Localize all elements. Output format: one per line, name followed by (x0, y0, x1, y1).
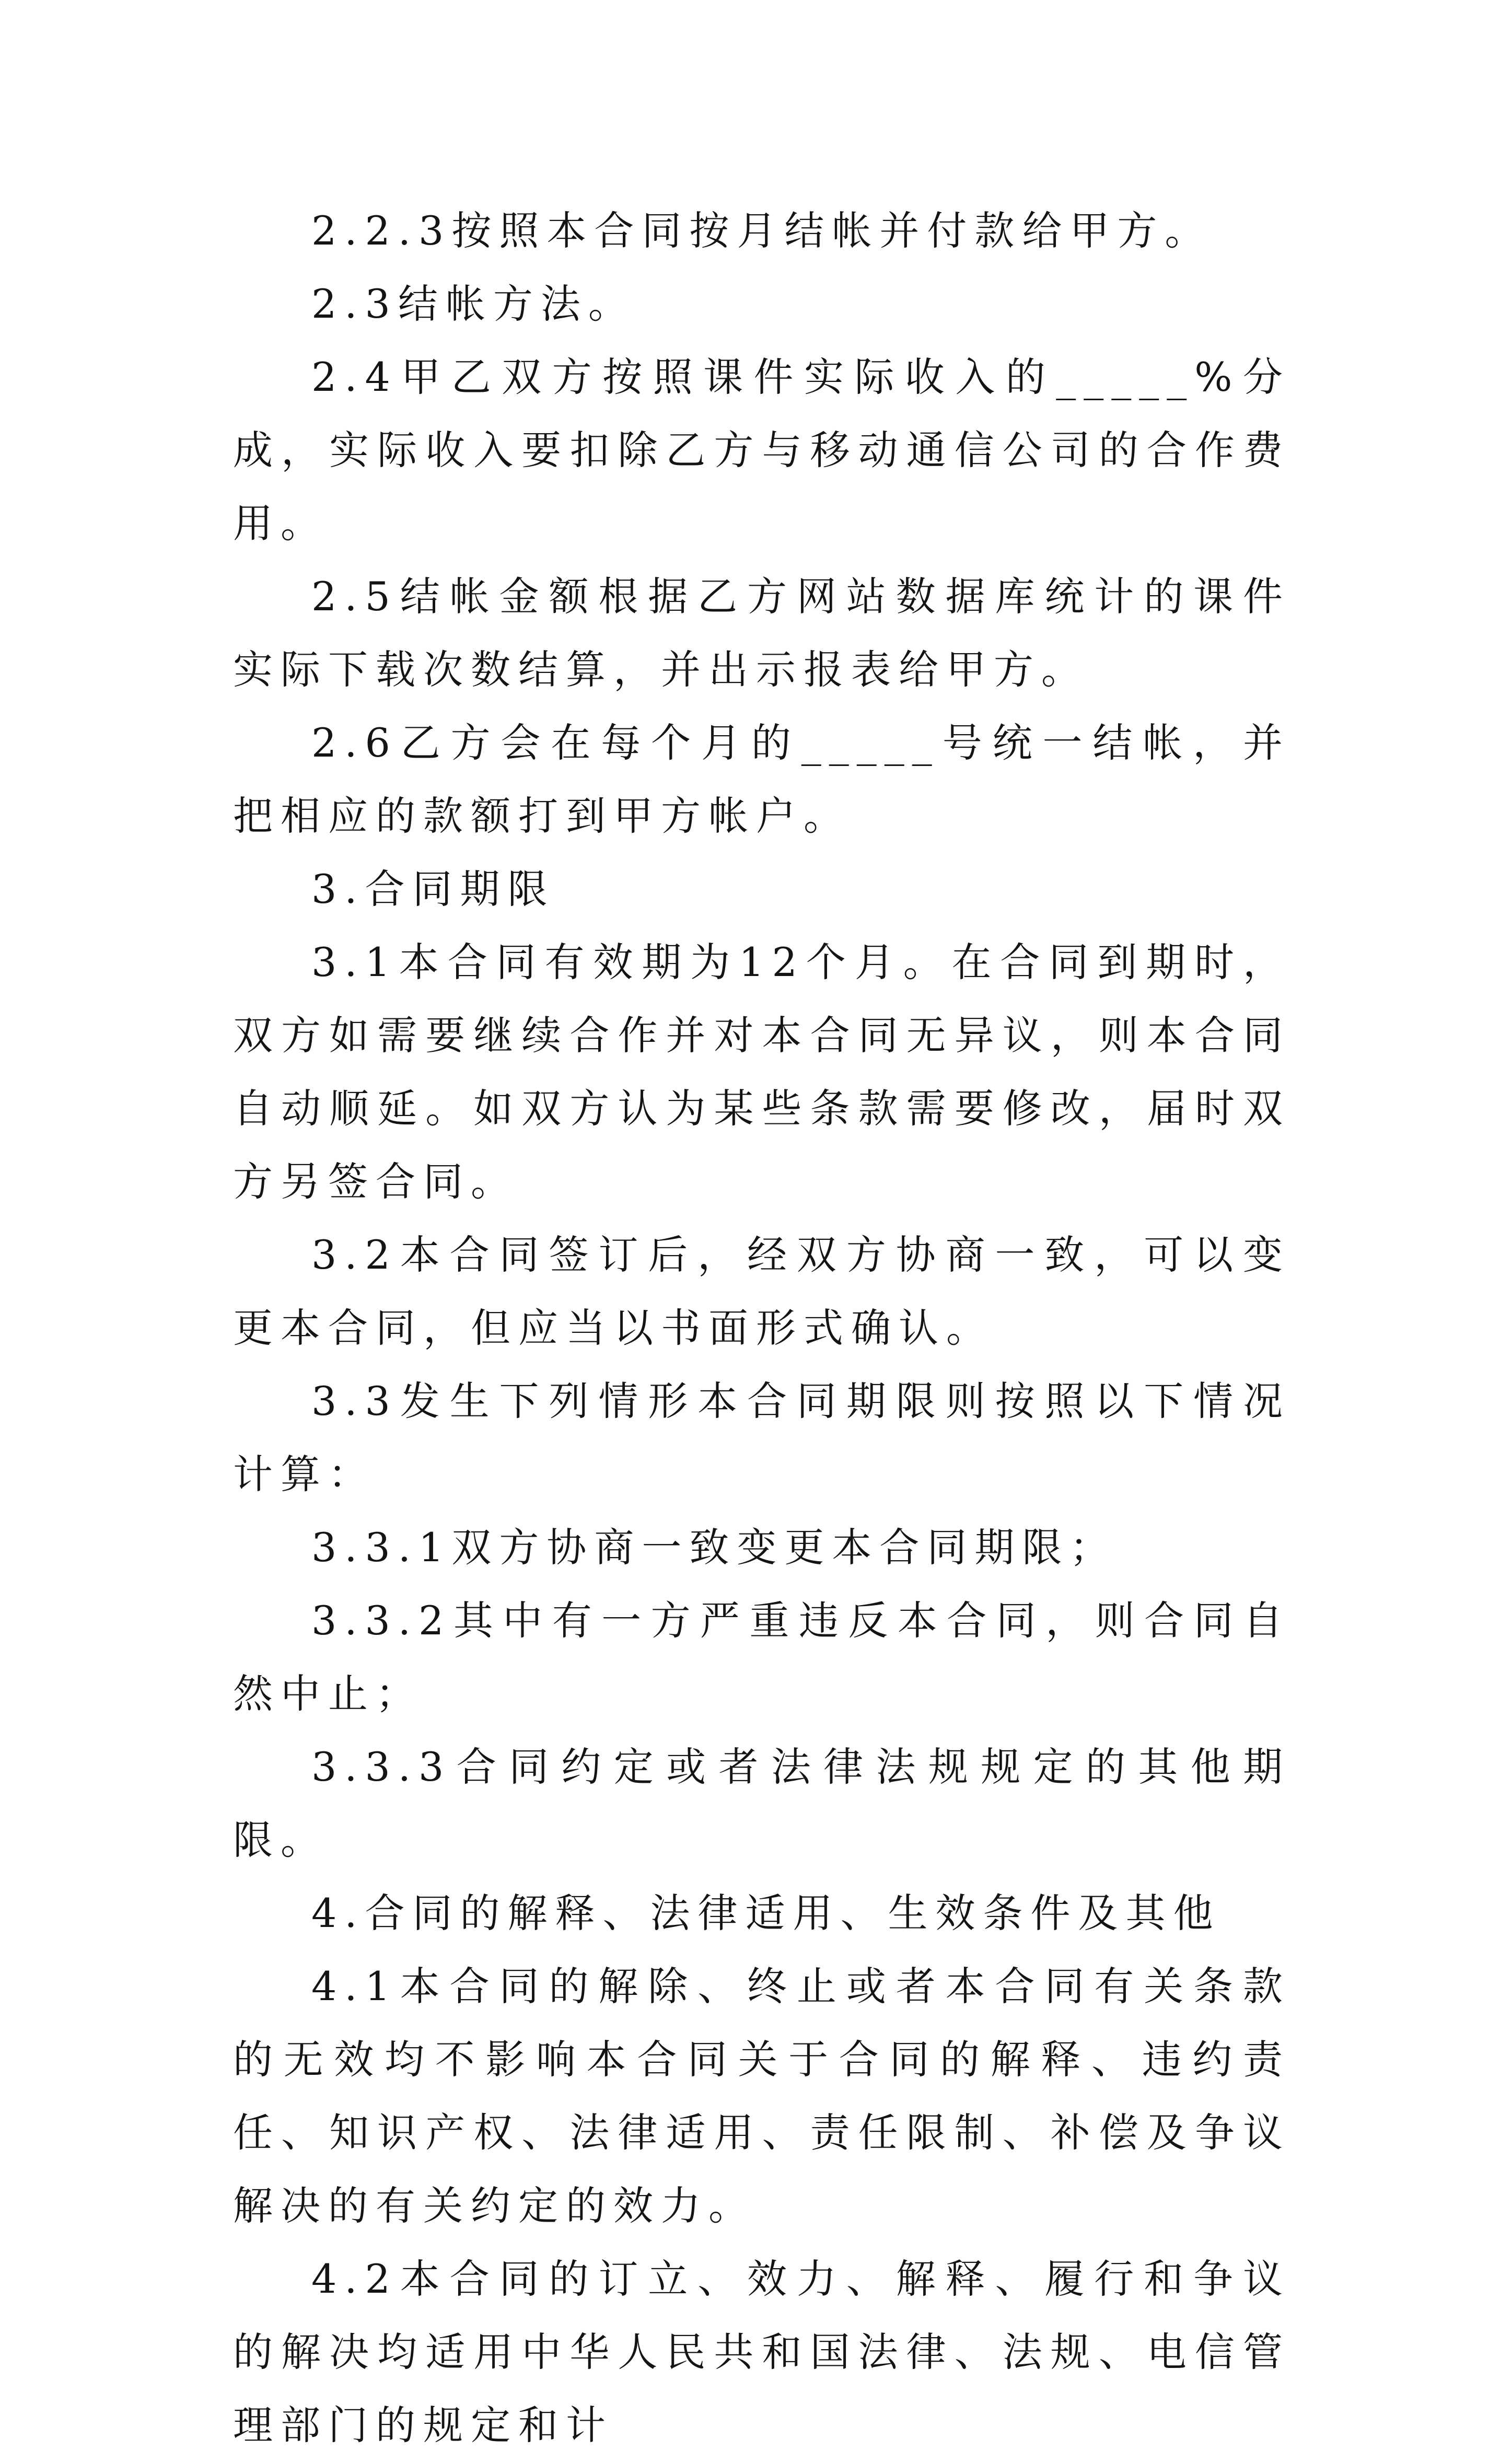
clause-3-3-2: 3.3.2其中有一方严重违反本合同，则合同自然中止； (233, 1597, 1290, 1717)
section-3-heading: 3.合同期限 (311, 866, 555, 912)
clause-3-3: 3.3发生下列情形本合同期限则按照以下情况计算： (233, 1378, 1290, 1497)
section-4-heading: 4.合同的解释、法律适用、生效条件及其他 (311, 1890, 1221, 1936)
clause-2-5: 2.5结帐金额根据乙方网站数据库统计的课件实际下载次数结算，并出示报表给甲方。 (233, 573, 1290, 693)
clause-2-6: 2.6乙方会在每个月的_____号统一结帐，并把相应的款额打到甲方帐户。 (233, 719, 1290, 839)
clause-3-3-3: 3.3.3合同约定或者法律法规规定的其他期限。 (233, 1744, 1290, 1863)
document-page (233, 194, 1290, 2462)
clause-3-3-1: 3.3.1双方协商一致变更本合同期限； (311, 1524, 1118, 1571)
clause-4-1: 4.1本合同的解除、终止或者本合同有关条款的无效均不影响本合同关于合同的解释、违约责任、知识产权、法律适用、责任限制、补偿及争议解决的有关约定的效力。 (233, 1963, 1290, 2229)
clause-2-4: 2.4甲乙双方按照课件实际收入的_____%分成，实际收入要扣除乙方与移动通信公司的合作费用。 (233, 354, 1290, 547)
clause-3-1: 3.1本合同有效期为12个月。在合同到期时，双方如需要继续合作并对本合同无异议，则本合同自动顺延。如双方认为某些条款需要修改，届时双方另签合同。 (233, 939, 1290, 1205)
clause-4-2: 4.2本合同的订立、效力、解释、履行和争议的解决均适用中华人民共和国法律、法规、电信管理部门的规定和计 (233, 2256, 1290, 2448)
clause-2-2-3: 2.2.3按照本合同按月结帐并付款给甲方。 (311, 207, 1213, 254)
clause-3-2: 3.2本合同签订后，经双方协商一致，可以变更本合同，但应当以书面形式确认。 (233, 1232, 1290, 1351)
clause-2-3: 2.3结帐方法。 (311, 281, 636, 327)
